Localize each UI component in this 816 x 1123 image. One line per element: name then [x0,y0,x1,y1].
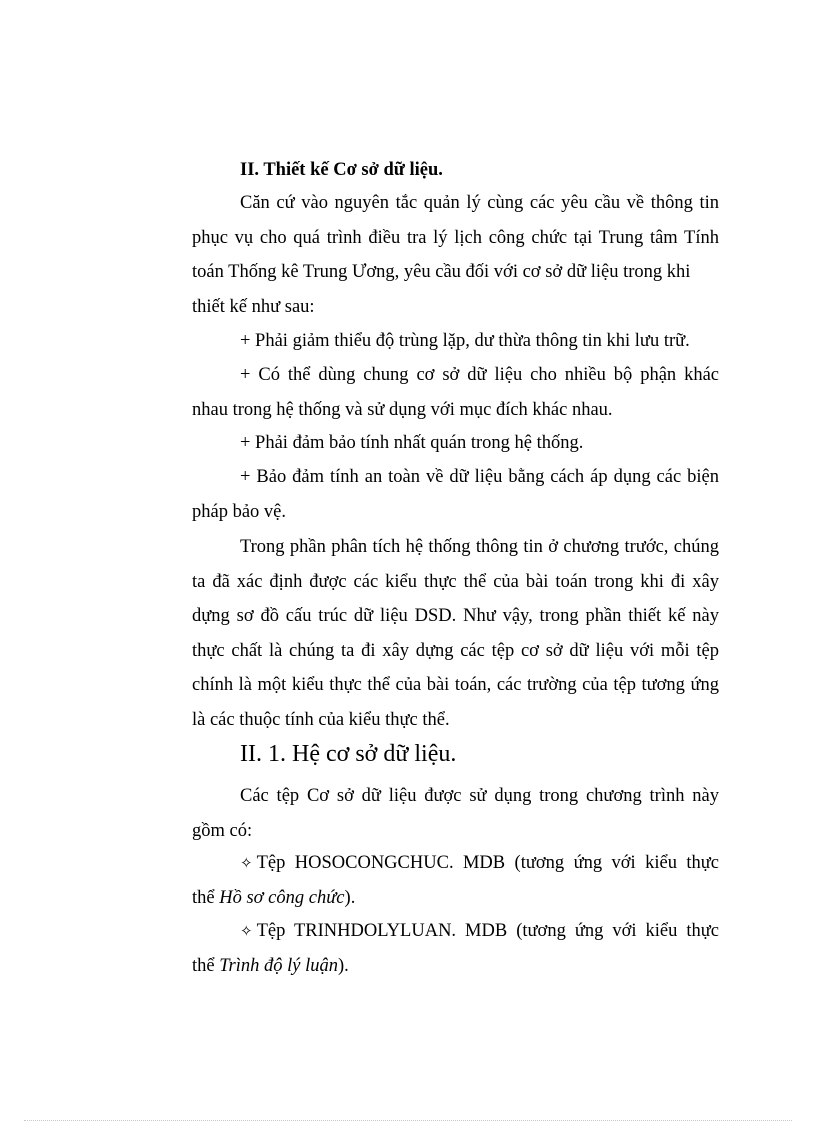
requirement-line: + Phải đảm bảo tính nhất quán trong hệ thống. [240,433,584,453]
paragraph-line: Các tệp Cơ sở dữ liệu được sử dụng trong chương trình này [240,786,719,806]
section-title: II. Thiết kế Cơ sở dữ liệu. [240,160,443,180]
requirement-item [192,358,719,427]
paragraph-line: gồm có: [192,820,253,841]
file-item-line [192,914,719,949]
file-item-line [192,881,719,916]
requirement-line: + Có thể dùng chung cơ sở dữ liệu cho nhiều bộ phận khác [240,365,719,385]
files-intro-paragraph [192,779,719,848]
requirement-line: + Phải giảm thiểu độ trùng lặp, dư thừa thông tin khi lưu trữ. [240,331,690,351]
paragraph-line: dựng sơ đồ cấu trúc dữ liệu DSD. Như vậy, trong phần thiết kế này [192,606,719,626]
entity-name: Hồ sơ công chức [219,887,345,908]
requirement-item [192,426,719,461]
diamond-star-icon: ✧ [240,922,253,940]
page-bottom-divider [24,1120,792,1121]
analysis-paragraph [192,530,719,737]
requirement-line: + Bảo đảm tính an toàn về dữ liệu bằng cách áp dụng các biện [240,467,719,487]
subsection-title: II. 1. Hệ cơ sở dữ liệu. [240,741,457,767]
paragraph-line: là các thuộc tính của kiểu thực thể. [192,709,450,730]
diamond-star-icon: ✧ [240,854,253,872]
file-item-line [192,949,719,984]
entity-name: Trình độ lý luận [219,955,338,976]
file-description: Tệp TRINHDOLYLUAN. MDB (tương ứng với kiểu thực [256,921,719,941]
paragraph-line: thực chất là chúng ta đi xây dựng các tệp cơ sở dữ liệu với mỗi tệp [192,640,719,661]
requirement-item [192,324,719,359]
file-item [192,914,719,983]
requirement-item [192,460,719,529]
paragraph-line: Căn cứ vào nguyên tắc quản lý cùng các yêu cầu về thông tin [240,193,719,213]
file-prefix: thể [192,887,220,908]
paragraph-line: chính là một kiểu thực thể của bài toán, các trường của tệp tương ứng [192,675,719,695]
file-item [192,846,719,915]
paragraph-line: phục vụ cho quá trình điều tra lý lịch công chức tại Trung tâm Tính [192,227,719,248]
paragraph-line: Trong phần phân tích hệ thống thông tin ở chương trước, chúng [240,537,719,557]
file-suffix: ). [337,955,349,976]
requirement-line: nhau trong hệ thống và sử dụng với mục đích khác nhau. [192,399,613,420]
paragraph-line: thiết kế như sau: [192,296,315,317]
file-suffix: ). [344,887,356,908]
file-description: Tệp HOSOCONGCHUC. MDB (tương ứng với kiểu thực [256,853,719,873]
paragraph-line: ta đã xác định được các kiểu thực thể của bài toán trong khi đi xây [192,571,719,592]
file-prefix: thể [192,955,220,976]
requirement-line: pháp bảo vệ. [192,501,287,522]
intro-paragraph [192,186,719,324]
file-item-line [192,846,719,881]
paragraph-line: toán Thống kê Trung Ương, yêu cầu đối với cơ sở dữ liệu trong khi [192,262,691,282]
